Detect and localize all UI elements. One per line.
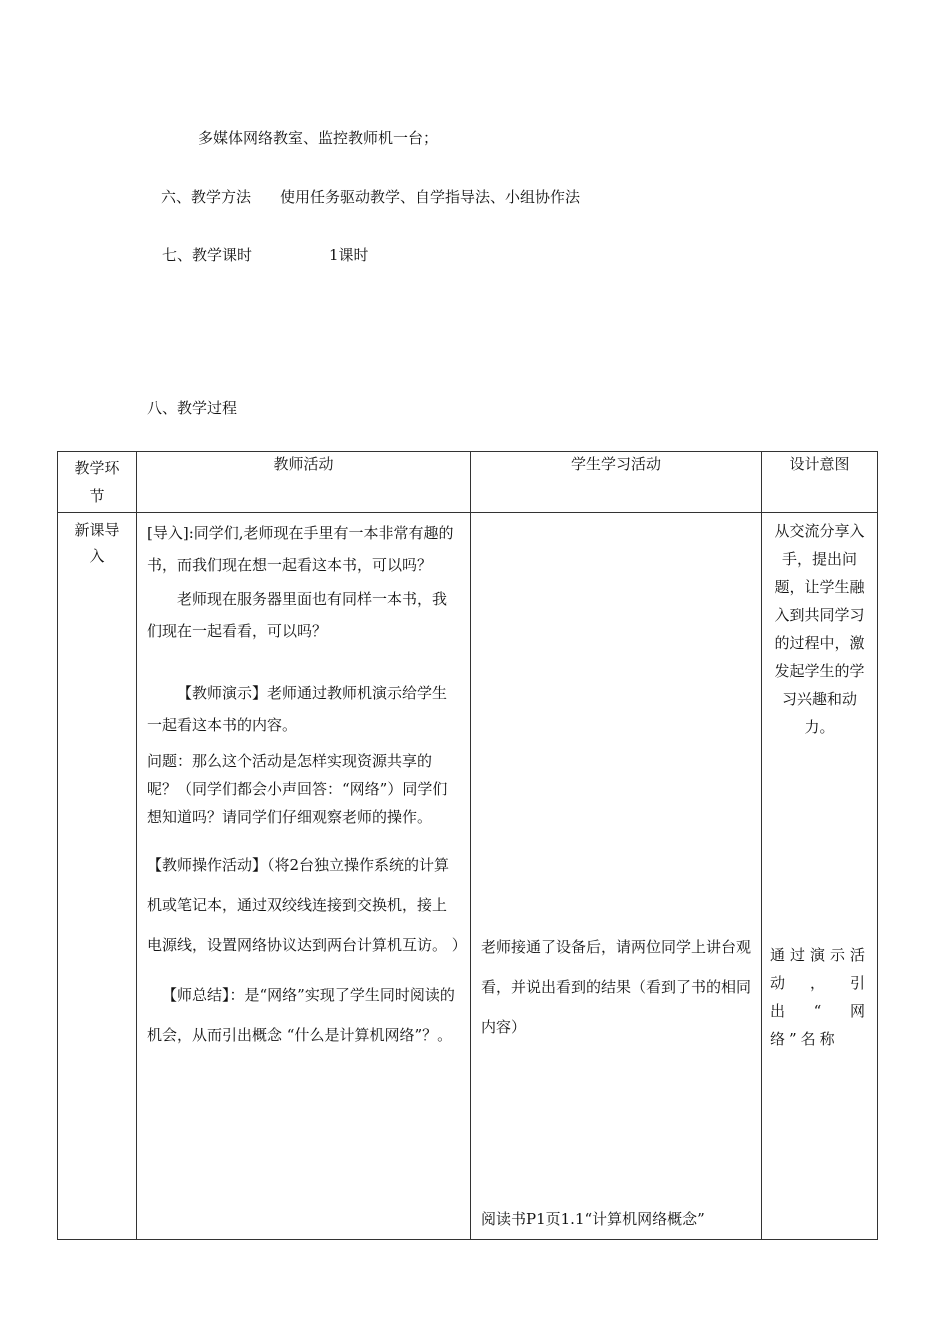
hours-label: 七、教学课时 <box>162 246 253 264</box>
teacher-operation: 【教师操作活动】（将2台独立操作系统的计算机或笔记本，通过双绞线连接到交换机，接上电源线，设置网络协议达到两台计算机互访。 ） <box>147 856 467 954</box>
teacher-summary: 【师总结】：是“网络”实现了学生同时阅读的机会，从而引出概念 “什么是计算机网络”？。 <box>147 986 455 1044</box>
teacher-cell <box>137 513 471 1240</box>
header-stage: 教学环节 <box>58 452 137 513</box>
equipment-text: 多媒体网络教室、监控教师机一台； <box>198 129 439 147</box>
process-title: 八、教学过程 <box>147 399 238 417</box>
header-student: 学生学习活动 <box>471 452 762 513</box>
student-reading: 阅读书P1页1.1“计算机网络概念” <box>481 1210 705 1228</box>
teacher-question: 问题：那么这个活动是怎样实现资源共享的呢？（同学们都会小声回答：“网络”）同学们想知道吗？请同学们仔细观察老师的操作。 <box>147 752 448 826</box>
intent-text: 从交流分享入手，提出问题，让学生融入到共同学习的过程中，激发起学生的学习兴趣和动力。 <box>774 522 865 736</box>
teacher-demo: 【教师演示】老师通过教师机演示给学生一起看这本书的内容。 <box>147 684 448 734</box>
intent-network: 通过演示活动，引出“网络”名称 <box>770 946 869 1048</box>
student-activity: 老师接通了设备后，请两位同学上讲台观看，并说出看到的结果（看到了书的相同内容） <box>481 938 752 1036</box>
header-intent: 设计意图 <box>762 452 878 513</box>
intent-cell <box>762 513 878 1240</box>
hours-value: 1课时 <box>329 246 369 264</box>
table-row <box>58 513 878 1240</box>
process-table <box>57 451 878 1240</box>
method-label: 六、教学方法 <box>161 188 252 206</box>
teacher-intro: [导入]:同学们,老师现在手里有一本非常有趣的书，而我们现在想一起看这本书，可以吗？ <box>147 524 454 574</box>
stage-text: 新课导入 <box>74 521 120 565</box>
student-cell <box>471 513 762 1240</box>
teacher-server: 老师现在服务器里面也有同样一本书，我们现在一起看看，可以吗？ <box>147 590 448 640</box>
method-value: 使用任务驱动教学、自学指导法、小组协作法 <box>280 188 581 206</box>
stage-cell <box>58 513 137 1240</box>
table-header-row <box>58 452 878 513</box>
header-teacher: 教师活动 <box>137 452 471 513</box>
